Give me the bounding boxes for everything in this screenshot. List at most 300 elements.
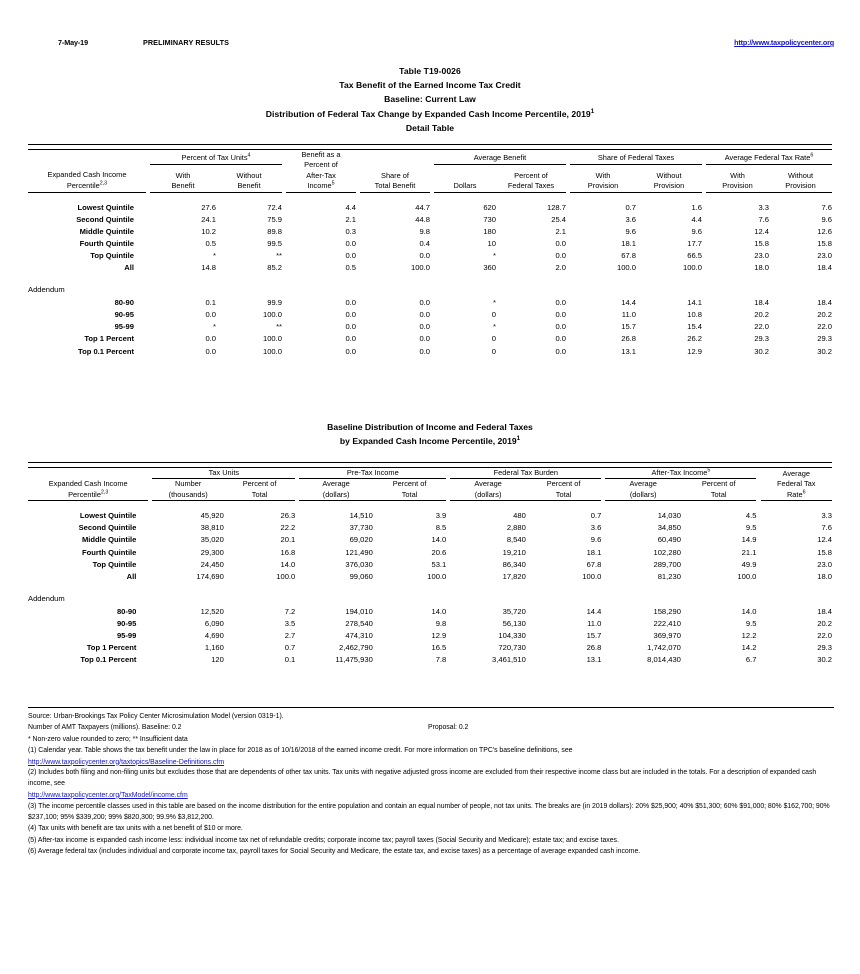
table-cell: 11.0 xyxy=(587,618,602,628)
table-cell: 11,475,930 xyxy=(335,655,373,665)
taxmodel-income-link[interactable]: http://www.taxpolicycenter.org/TaxModel/income.cfm xyxy=(28,791,188,799)
table-cell: 20.2 xyxy=(817,618,832,628)
baseline-title-footnote-marker: 1 xyxy=(516,435,521,443)
table-cell: 29.3 xyxy=(817,334,832,344)
table-cell: 100.0 xyxy=(262,310,282,320)
table-cell: 81,230 xyxy=(657,571,681,581)
table-cell: 11.0 xyxy=(621,310,636,320)
table-cell: 34,850 xyxy=(657,523,681,533)
table-cell: 27.6 xyxy=(201,202,216,212)
table-cell: ** xyxy=(276,251,282,260)
row-label: 80-90 xyxy=(116,606,137,616)
table-cell: 369,970 xyxy=(653,630,681,640)
table-row xyxy=(28,250,832,262)
table-title: Tax Benefit of the Earned Income Tax Credit xyxy=(339,80,521,91)
table-cell: 222,410 xyxy=(653,618,681,628)
table-cell: 1.6 xyxy=(691,202,702,212)
table-cell: 7.6 xyxy=(821,523,832,533)
table-cell: 4.4 xyxy=(345,202,356,212)
table-row xyxy=(28,606,832,618)
table-cell: 16.5 xyxy=(431,643,447,653)
amt-proposal: Proposal: 0.2 xyxy=(428,724,469,731)
page-header xyxy=(0,38,860,52)
footnote-3: (3) The income percentile classes used in this table are based on the income distribution for the entire population and contain an equal number of people, not tax units. The breaks are (in 2019 dollars): 20% $25,900; 40% $51,300; 60% $91,000; 80% $162,700; 90% $237,100; 95% $339,200; 99% $820,300; 99.9% $3,812,200. xyxy=(28,802,830,821)
baseline-title-line1: Baseline Distribution of Income and Federal Taxes xyxy=(327,422,533,432)
pct-tax-units-footnote-marker: 4 xyxy=(247,152,251,159)
table-cell: 26.3 xyxy=(280,511,296,521)
table-number: Table T19-0026 xyxy=(399,66,461,76)
table-cell: 2,462,790 xyxy=(339,643,373,653)
table-cell: 14.0 xyxy=(431,606,447,616)
footnote-6: (6) Average federal tax (includes individual and corporate income tax, payroll taxes for Social Security and Medicare, the estate tax, and excise taxes) as a percentage of average expanded cash income. xyxy=(28,848,641,856)
group-percent-of-tax-units: Percent of Tax Units$^4$ xyxy=(150,150,282,165)
table-cell: 67.8 xyxy=(586,559,602,569)
table-cell: 14,510 xyxy=(349,511,373,521)
row-label: All xyxy=(126,571,137,581)
stub-header-line2: Percentile xyxy=(66,181,100,191)
table-cell: 620 xyxy=(483,202,496,212)
table-cell: 0.0 xyxy=(555,322,566,332)
table-cell: 29.3 xyxy=(754,334,769,344)
table-cell: 0.7 xyxy=(284,643,296,653)
footnote-5: (5) After-tax income is expanded cash income less: individual income tax net of refundable credits; corporate income tax; payroll taxes (Social Security and Medicare); estate tax; and excise taxes. xyxy=(28,836,619,844)
table-row xyxy=(28,510,832,522)
table-cell: 0.0 xyxy=(345,310,356,320)
table-cell: 66.5 xyxy=(687,251,702,260)
stub-column-header xyxy=(28,150,146,193)
footnotes-section xyxy=(28,707,834,859)
table-cell: 128.7 xyxy=(546,202,566,212)
distribution-text: Distribution of Federal Tax Change by Expanded Cash Income Percentile, 2019 xyxy=(265,108,591,119)
col-pretax-average: Average (dollars) xyxy=(299,479,372,501)
addendum-heading-row xyxy=(28,283,832,297)
table-cell: 0.0 xyxy=(419,346,430,356)
row-label: Middle Quintile xyxy=(79,226,134,236)
table-cell: 100.0 xyxy=(427,571,447,581)
table-cell: 30.2 xyxy=(817,346,832,356)
row-label: 90-95 xyxy=(116,618,137,628)
addendum-label: Addendum xyxy=(28,285,65,295)
table-cell: 23.0 xyxy=(754,251,769,260)
table-cell: 15.8 xyxy=(817,547,832,557)
group-average-federal-tax-rate: Average Federal Tax Rate$^6$ xyxy=(706,150,832,165)
table-row xyxy=(28,630,832,642)
table-cell: 100.0 xyxy=(616,263,636,273)
table-row xyxy=(28,618,832,630)
table2-addendum-heading-row xyxy=(28,592,832,606)
table-cell: 16.8 xyxy=(280,547,296,557)
table-cell: * xyxy=(213,322,216,332)
table-cell: 0.5 xyxy=(205,238,216,248)
table-cell: 12.6 xyxy=(817,226,832,236)
row-label: Top 0.1 Percent xyxy=(78,346,134,356)
table2-sub-header-row xyxy=(28,479,832,501)
table-cell: 8.5 xyxy=(435,523,447,533)
detail-table-label: Detail Table xyxy=(405,122,455,133)
table-cell: 730 xyxy=(483,214,496,224)
table-cell: 60,490 xyxy=(657,535,681,545)
table-cell: 0.3 xyxy=(345,226,356,236)
table-cell: 14.0 xyxy=(741,606,757,616)
group-average-benefit: Average Benefit xyxy=(434,150,566,165)
table-cell: 29,300 xyxy=(200,547,224,557)
table-cell: 3.3 xyxy=(758,202,769,212)
table-cell: 19,210 xyxy=(502,547,526,557)
row-label: 95-99 xyxy=(114,322,134,332)
table-cell: 15.8 xyxy=(754,238,769,248)
baseline-distribution-title xyxy=(0,420,860,449)
row-label: Second Quintile xyxy=(76,214,134,224)
table-cell: 0.0 xyxy=(555,310,566,320)
table-cell: 100.0 xyxy=(262,334,282,344)
table-cell: 6,090 xyxy=(204,618,224,628)
table-cell: 0.0 xyxy=(205,346,216,356)
group-share-of-federal-taxes: Share of Federal Taxes xyxy=(570,150,702,165)
table-cell: 37,730 xyxy=(349,523,373,533)
table-cell: 14.0 xyxy=(280,559,296,569)
table-cell: 180 xyxy=(483,226,496,236)
table-cell: 12.9 xyxy=(431,630,447,640)
baseline-table-container xyxy=(28,462,832,666)
table2-group-header-row xyxy=(28,468,832,479)
table-cell: 20.2 xyxy=(817,310,832,320)
baseline-title-line2: by Expanded Cash Income Percentile, 2019$^1$ xyxy=(339,435,521,447)
table-cell: 20.2 xyxy=(754,310,769,320)
amt-baseline: Number of AMT Taxpayers (millions). Baseline: 0.2 xyxy=(28,724,182,731)
table-cell: 14.4 xyxy=(586,606,602,616)
detail-table-container xyxy=(28,144,832,358)
table-cell: 3.6 xyxy=(625,214,636,224)
table-cell: 720,730 xyxy=(498,643,526,653)
table-cell: 18.0 xyxy=(817,571,832,581)
table-cell: 10.8 xyxy=(687,310,702,320)
table-cell: 56,130 xyxy=(502,618,526,628)
table-cell: 0.0 xyxy=(555,238,566,248)
table-cell: 25.4 xyxy=(551,214,566,224)
table-cell: 18.1 xyxy=(621,238,636,248)
table-cell: 67.8 xyxy=(621,251,636,260)
table-cell: 100.0 xyxy=(410,263,430,273)
table-cell: 29.3 xyxy=(817,643,832,653)
row-label: Fourth Quintile xyxy=(79,238,134,248)
report-date: 7-May-19 xyxy=(58,38,88,47)
table-row xyxy=(28,534,832,546)
stub-header-footnote-marker: 2,3 xyxy=(99,180,108,187)
table-cell: 13.1 xyxy=(586,655,602,665)
distribution-label xyxy=(0,107,860,121)
table-row xyxy=(28,297,832,309)
table-cell: 0.0 xyxy=(419,334,430,344)
table-cell: 0.0 xyxy=(419,298,430,308)
table-cell: 22.2 xyxy=(280,523,296,533)
row-label: Top Quintile xyxy=(92,559,137,569)
col-dollars: Dollars xyxy=(434,164,496,192)
col-rate-without-provision: Without Provision xyxy=(769,164,832,192)
group-pre-tax-income: Pre-Tax Income xyxy=(299,468,446,479)
table-cell: 102,280 xyxy=(653,547,681,557)
table-row xyxy=(28,522,832,534)
table-cell: 194,010 xyxy=(345,606,373,616)
table-cell: 18.4 xyxy=(754,298,769,308)
table-cell: 15.4 xyxy=(687,322,702,332)
table-cell: 2.1 xyxy=(345,214,356,224)
table-cell: * xyxy=(493,322,496,332)
table-cell: 69,020 xyxy=(349,535,373,545)
table-cell: 4,690 xyxy=(204,630,224,640)
table-cell: 4.4 xyxy=(691,214,702,224)
table-cell: 0.4 xyxy=(419,238,430,248)
table-cell: 120 xyxy=(211,655,224,665)
detail-table xyxy=(28,144,832,358)
notes-top-rule xyxy=(28,707,834,708)
after-tax-income-footnote-marker: 5 xyxy=(707,467,711,474)
table-cell: 104,330 xyxy=(498,630,526,640)
table-cell: 0.0 xyxy=(345,298,356,308)
table-cell: 9.5 xyxy=(745,523,757,533)
table-cell: 12.9 xyxy=(687,346,702,356)
table-cell: 0.0 xyxy=(205,334,216,344)
table-cell: 49.9 xyxy=(741,559,757,569)
table-cell: * xyxy=(493,298,496,308)
table-cell: * xyxy=(493,251,496,260)
col-share-without-provision: Without Provision xyxy=(636,164,702,192)
table-cell: 0.7 xyxy=(625,202,636,212)
table-cell: 10 xyxy=(487,238,496,248)
table-cell: 0 xyxy=(491,310,496,320)
col-burden-average: Average (dollars) xyxy=(450,479,526,501)
table-cell: 3.6 xyxy=(590,523,602,533)
table-cell: 9.8 xyxy=(435,618,447,628)
table-row xyxy=(28,571,832,583)
table2-addendum-gap xyxy=(28,583,832,592)
table-cell: 7.6 xyxy=(758,214,769,224)
table-cell: 0.0 xyxy=(205,310,216,320)
table-cell: 17.7 xyxy=(687,238,702,248)
table-cell: 12.2 xyxy=(741,630,757,640)
group-federal-tax-burden: Federal Tax Burden xyxy=(450,468,601,479)
table-cell: 100.0 xyxy=(276,571,296,581)
table-row xyxy=(28,642,832,654)
table-cell: 3,461,510 xyxy=(492,655,526,665)
table-cell: 0.0 xyxy=(419,310,430,320)
group-share-of-total-benefit: Share of Total Benefit xyxy=(360,150,430,193)
row-label: Lowest Quintile xyxy=(77,202,134,212)
table-cell: 14.1 xyxy=(687,298,702,308)
table-cell: 22.0 xyxy=(817,630,832,640)
table-cell: 72.4 xyxy=(267,202,282,212)
table-cell: 9.6 xyxy=(625,226,636,236)
table-cell: 289,700 xyxy=(653,559,681,569)
table-row xyxy=(28,333,832,345)
group-benefit-as-pct-after-tax-income: Benefit as a Percent of After-Tax Income$^5$ xyxy=(286,150,356,193)
table-cell: 18.4 xyxy=(817,263,832,273)
table-cell: 18.0 xyxy=(754,263,769,273)
sub-header-row xyxy=(28,164,832,192)
baseline-table xyxy=(28,462,832,666)
row-label: Lowest Quintile xyxy=(79,511,137,521)
table-cell: 278,540 xyxy=(345,618,373,628)
table-cell: 9.6 xyxy=(821,214,832,224)
row-label: 80-90 xyxy=(114,298,134,308)
table-row xyxy=(28,547,832,559)
table-cell: 2.7 xyxy=(284,630,296,640)
table2-stub-column-header: Expanded Cash Income Percentile$^{2,3}$ xyxy=(28,468,148,501)
asterisk-note: * Non-zero value rounded to zero; ** Insufficient data xyxy=(28,735,188,743)
footnote-4: (4) Tax units with benefit are tax units with a net benefit of $10 or more. xyxy=(28,825,243,833)
table-row xyxy=(28,309,832,321)
table2-stub-footnote-marker: 2,3 xyxy=(100,489,109,496)
table-cell: 0.1 xyxy=(284,655,296,665)
addendum-gap xyxy=(28,274,832,283)
table-cell: 26.8 xyxy=(586,643,602,653)
title-block xyxy=(0,64,860,135)
table-cell: 0.0 xyxy=(345,251,356,260)
footnote-1: (1) Calendar year. Table shows the tax benefit under the law in place for 2018 as of 10/16/2018 of the earned income credit. For more information on TPC's baseline definitions, see xyxy=(28,747,573,754)
table-row xyxy=(28,202,832,214)
table-cell: 474,310 xyxy=(345,630,373,640)
col-number-thousands: Number (thousands) xyxy=(152,479,223,501)
table-cell: 44.8 xyxy=(415,214,430,224)
col-taxunits-percent-total: Percent of Total xyxy=(224,479,295,501)
group-average-federal-tax-rate-2: Average Federal Tax Rate$^6$ xyxy=(761,468,833,501)
header-gap xyxy=(28,192,832,202)
baseline-label: Baseline: Current Law xyxy=(384,94,476,105)
table-cell: 9.8 xyxy=(419,226,430,236)
table-cell: 174,690 xyxy=(196,571,224,581)
table-cell: 18.1 xyxy=(586,547,602,557)
row-label: 90-95 xyxy=(114,310,134,320)
table-cell: 45,920 xyxy=(200,511,224,521)
table-cell: 12.4 xyxy=(817,535,832,545)
table-cell: 14.8 xyxy=(201,263,216,273)
col-aftertax-average: Average (dollars) xyxy=(605,479,681,501)
table-cell: 44.7 xyxy=(415,202,430,212)
table-row xyxy=(28,654,832,666)
table-cell: 10.2 xyxy=(201,226,216,236)
table-row xyxy=(28,321,832,333)
table-cell: 12.4 xyxy=(754,226,769,236)
table-cell: 3.9 xyxy=(435,511,447,521)
stub-header-line1: Expanded Cash Income xyxy=(47,170,127,180)
group-after-tax-income: After-Tax Income$^5$ xyxy=(605,468,756,479)
table-cell: * xyxy=(213,251,216,260)
col-percent-of-federal-taxes: Percent of Federal Taxes xyxy=(496,164,566,192)
table-cell: 75.9 xyxy=(267,214,282,224)
table-cell: 4.5 xyxy=(745,511,757,521)
table-cell: 0.1 xyxy=(205,298,216,308)
table-cell: 30.2 xyxy=(817,655,832,665)
table-cell: 85.2 xyxy=(267,263,282,273)
table-cell: 15.8 xyxy=(817,238,832,248)
table-cell: 100.0 xyxy=(262,346,282,356)
group-tax-units: Tax Units xyxy=(152,468,295,479)
row-label: Fourth Quintile xyxy=(81,547,137,557)
table-cell: 12,520 xyxy=(200,606,224,616)
footnote-2: (2) Includes both filing and non-filing units but excludes those that are dependents of other tax units. Tax units with negative adjusted gross income are excluded from their respective income class but are included in the totals. For a description of expanded cash income, see xyxy=(28,769,817,788)
table-cell: 100.0 xyxy=(737,571,757,581)
table-cell: 100.0 xyxy=(582,571,602,581)
table-cell: 99.9 xyxy=(267,298,282,308)
row-label: Middle Quintile xyxy=(81,535,137,545)
row-label: Top 1 Percent xyxy=(86,643,137,653)
row-label: 95-99 xyxy=(116,630,137,640)
table-row xyxy=(28,226,832,238)
table-cell: 86,340 xyxy=(502,559,526,569)
table-cell: 1,160 xyxy=(204,643,224,653)
table-cell: 158,290 xyxy=(653,606,681,616)
avg-fed-rate-footnote-marker: 6 xyxy=(810,152,814,159)
table-cell: 8,540 xyxy=(506,535,526,545)
table-row xyxy=(28,262,832,274)
table-cell: 17,820 xyxy=(502,571,526,581)
table-cell: 99,060 xyxy=(349,571,373,581)
table-cell: 0.0 xyxy=(419,251,430,260)
table-cell: 99.5 xyxy=(267,238,282,248)
table-cell: 23.0 xyxy=(817,559,832,569)
table-cell: 89.8 xyxy=(267,226,282,236)
table-cell: 2,880 xyxy=(506,523,526,533)
table-cell: 14.9 xyxy=(741,535,757,545)
table-cell: 22.0 xyxy=(817,322,832,332)
table2-header-gap xyxy=(28,501,832,511)
preliminary-results-label: PRELIMINARY RESULTS xyxy=(143,38,230,47)
table-cell: 2.0 xyxy=(555,263,566,273)
table-cell: 14,030 xyxy=(657,511,681,521)
table-cell: 0.0 xyxy=(555,346,566,356)
table-cell: 24.1 xyxy=(201,214,216,224)
table-cell: 376,030 xyxy=(345,559,373,569)
table-cell: 13.1 xyxy=(621,346,636,356)
table-cell: 0.0 xyxy=(419,322,430,332)
table-row xyxy=(28,214,832,226)
table-cell: 0.0 xyxy=(345,334,356,344)
table-cell: 0 xyxy=(491,346,496,356)
table-cell: 18.4 xyxy=(817,606,832,616)
table-cell: 18.4 xyxy=(817,298,832,308)
table-cell: 8,014,430 xyxy=(647,655,681,665)
table-row xyxy=(28,346,832,358)
table-cell: 0.7 xyxy=(590,511,602,521)
baseline-definitions-link[interactable]: http://www.taxpolicycenter.org/taxtopics/Baseline-Definitions.cfm xyxy=(28,758,225,766)
table-cell: 0.0 xyxy=(555,298,566,308)
row-label: Top 0.1 Percent xyxy=(80,655,137,665)
table-cell: 53.1 xyxy=(431,559,447,569)
row-label: All xyxy=(124,263,134,273)
table-cell: 30.2 xyxy=(754,346,769,356)
col-aftertax-percent-total: Percent of Total xyxy=(681,479,757,501)
col-with-benefit: With Benefit xyxy=(150,164,216,192)
table2-addendum-label: Addendum xyxy=(28,593,65,603)
row-label: Top 1 Percent xyxy=(84,334,134,344)
row-label: Second Quintile xyxy=(78,523,137,533)
source-note: Source: Urban-Brookings Tax Policy Center Microsimulation Model (version 0319-1). xyxy=(28,712,284,720)
table-cell: 24,450 xyxy=(200,559,224,569)
col-pretax-percent-total: Percent of Total xyxy=(373,479,446,501)
table-cell: 0.0 xyxy=(345,238,356,248)
table-cell: 0.0 xyxy=(555,334,566,344)
table-cell: 35,020 xyxy=(200,535,224,545)
col-share-with-provision: With Provision xyxy=(570,164,636,192)
table-row xyxy=(28,238,832,250)
table-cell: 9.6 xyxy=(590,535,602,545)
taxpolicycenter-link[interactable]: http://www.taxpolicycenter.org xyxy=(734,38,834,47)
table-cell: 0 xyxy=(491,334,496,344)
table-cell: 3.3 xyxy=(821,511,832,521)
table-cell: 14.2 xyxy=(741,643,757,653)
table-cell: 22.0 xyxy=(754,322,769,332)
table-cell: 14.4 xyxy=(621,298,636,308)
table-cell: 0.0 xyxy=(345,346,356,356)
